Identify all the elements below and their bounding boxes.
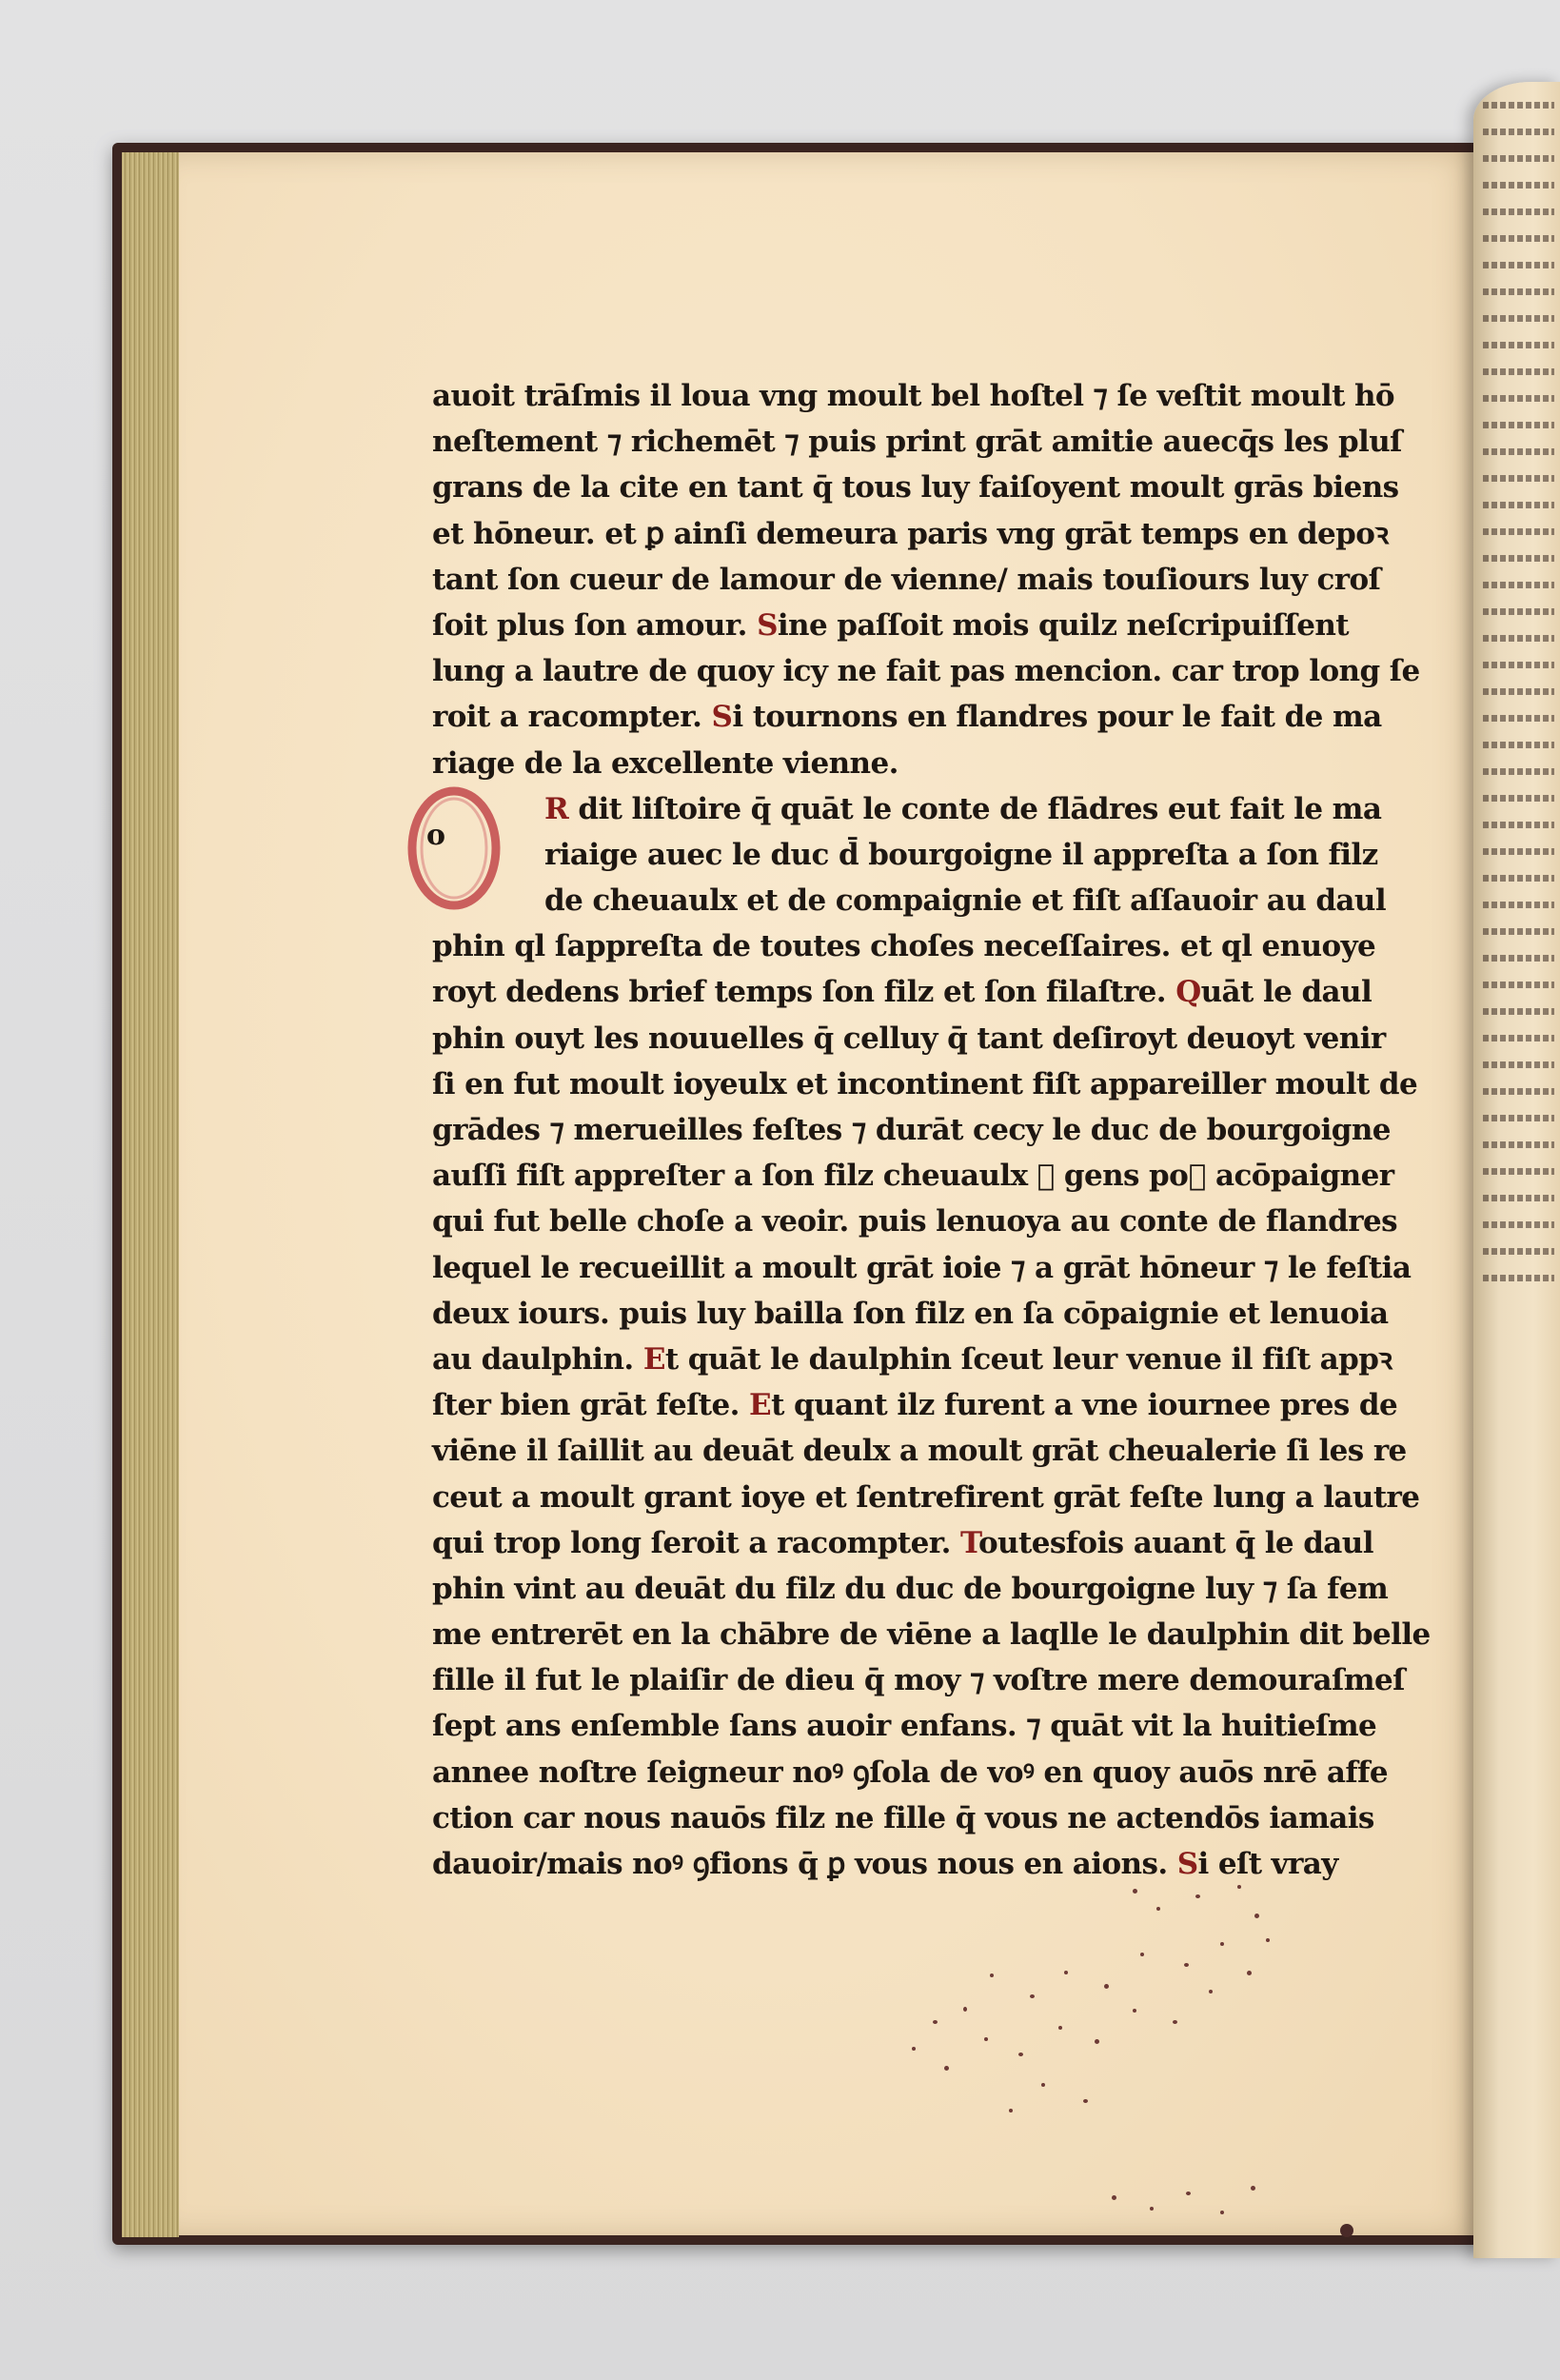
- speck: [1254, 1914, 1259, 1918]
- text-line: au daulphin. Et quāt le daulphin ſceut leur venue il fiſt appꝛ: [432, 1341, 1392, 1377]
- speck: [1251, 2186, 1255, 2191]
- recto-text-line: [1483, 928, 1554, 935]
- recto-text-line: [1483, 1248, 1554, 1255]
- recto-text-line: [1483, 102, 1554, 109]
- speck: [1041, 2083, 1045, 2087]
- text-line: neſtement ⁊ richemēt ⁊ puis print grāt amitie auecq̄s les pluſ: [432, 425, 1402, 460]
- recto-text-line: [1483, 1061, 1554, 1068]
- speck: [944, 2066, 949, 2071]
- text-line: riage de la excellente vienne.: [432, 745, 898, 781]
- recto-text-line: [1483, 1035, 1554, 1041]
- speck: [1195, 1894, 1200, 1898]
- speck: [1340, 2224, 1353, 2237]
- speck: [990, 1973, 994, 1977]
- speck: [1237, 1885, 1241, 1889]
- text-line: me entrerēt en la chābre de viēne a laqlle le daulphin dit belle: [432, 1617, 1431, 1653]
- rubric-capital: S: [757, 607, 778, 643]
- recto-page-edge: [1473, 82, 1560, 2258]
- speck: [1018, 2053, 1023, 2056]
- recto-text-line: [1483, 1168, 1554, 1175]
- recto-text-line: [1483, 742, 1554, 748]
- recto-text-line: [1483, 155, 1554, 162]
- text-line: ceut a moult grant ioye et ſentrefirent grāt feſte lung a lautre: [432, 1479, 1420, 1515]
- speck: [912, 2047, 916, 2051]
- speck: [1220, 1942, 1224, 1946]
- text-line: deux iours. puis luy bailla ſon filz en ſa cōpaignie et lenuoia: [432, 1296, 1389, 1331]
- recto-text-line: [1483, 235, 1554, 242]
- recto-text-line: [1483, 208, 1554, 215]
- recto-text-line: [1483, 528, 1554, 535]
- text-line: qui fut belle choſe a veoir. puis lenuoya au conte de flandres: [432, 1204, 1397, 1240]
- rubric-capital: S: [1176, 1847, 1198, 1881]
- speck: [1112, 2195, 1116, 2200]
- text-line: riaige auec le duc d̄ bourgoigne il appreſta a ſon filz: [544, 837, 1378, 872]
- recto-text-line: [1483, 822, 1554, 828]
- recto-text-line: [1483, 315, 1554, 322]
- text-line: de cheuaulx et de compaignie et fiſt aſſauoir au daul: [544, 883, 1387, 919]
- recto-text-line: [1483, 635, 1554, 642]
- recto-text-line: [1483, 368, 1554, 375]
- speck: [1209, 1990, 1213, 1993]
- text-line: auſſi fiſt appreſter a ſon filz cheuaulx ⁊ gens poᷓ acōpaigner: [432, 1159, 1394, 1194]
- recto-text-line: [1483, 342, 1554, 348]
- speck: [1030, 1994, 1035, 1998]
- recto-text-line: [1483, 608, 1554, 615]
- text-line: et hōneur. et ꝑ ainſi demeura paris vng grāt temps en depoꝛ: [432, 516, 1389, 551]
- text-line: ction car nous nauōs filz ne fille q̄ vous ne actendōs iamais: [432, 1800, 1374, 1835]
- recto-text-line: [1483, 475, 1554, 482]
- recto-text-line: [1483, 1275, 1554, 1281]
- text-line: dauoir/mais noꝰ ꝯfions q̄ ꝑ vous nous en aions. Si eſt vray: [432, 1847, 1338, 1881]
- rubric-capital: S: [711, 700, 733, 735]
- rubric-capital: Q: [1175, 975, 1201, 1010]
- recto-text-line: [1483, 288, 1554, 295]
- text-line: tant ſon cueur de lamour de vienne/ mais touſiours luy croſ: [432, 562, 1381, 597]
- text-line: roit a racompter. Si tournons en flandres pour le fait de ma: [432, 700, 1382, 735]
- text-line: ſept ans enſemble ſans auoir enfans. ⁊ quāt vit la huitieſme: [432, 1709, 1377, 1744]
- text-line: lung a lautre de quoy icy ne fait pas mencion. car trop long ſe: [432, 654, 1420, 689]
- recto-text-line: [1483, 422, 1554, 428]
- speck: [1064, 1971, 1068, 1974]
- text-line: annee noſtre ſeigneur noꝰ ꝯſola de voꝰ en quoy auōs nrē affe: [432, 1755, 1388, 1790]
- speck: [1083, 2099, 1088, 2103]
- speck: [1095, 2039, 1099, 2044]
- speck: [1133, 2009, 1136, 2013]
- recto-text-line: [1483, 182, 1554, 188]
- rubric-capital: T: [960, 1525, 978, 1560]
- recto-text-line: [1483, 662, 1554, 668]
- recto-text-line: [1483, 768, 1554, 775]
- initial-o-text: O: [453, 857, 455, 858]
- text-line: ſoit plus ſon amour. Sine paſſoit mois quilz neſcripuiſſent: [432, 607, 1349, 643]
- recto-text-line: [1483, 955, 1554, 962]
- recto-text-line: [1483, 982, 1554, 988]
- speck: [1058, 2026, 1062, 2030]
- text-line: ſter bien grāt feſte. Et quant ilz furent a vne iournee pres de: [432, 1388, 1398, 1423]
- text-line: ſi en fut moult ioyeulx et incontinent fiſt appareiller moult de: [432, 1066, 1418, 1101]
- text-line: phin vint au deuāt du filz du duc de bourgoigne luy ⁊ ſa fem: [432, 1571, 1389, 1606]
- text-block: [432, 373, 1431, 1887]
- rubric-capital: E: [749, 1388, 772, 1423]
- recto-text-line: [1483, 262, 1554, 268]
- text-line: qui trop long ſeroit a racompter. Toutesfois auant q̄ le daul: [432, 1525, 1373, 1560]
- recto-text-line: [1483, 129, 1554, 135]
- text-line: grādes ⁊ merueilles feſtes ⁊ durāt cecy le duc de bourgoigne: [432, 1113, 1391, 1147]
- speck: [1133, 1889, 1137, 1894]
- text-line: fille il fut le plaiſir de dieu q̄ moy ⁊ voſtre mere demouraſmeſ: [432, 1663, 1405, 1698]
- text-line: grans de la cite en tant q̄ tous luy faiſoyent moult grās biens: [432, 470, 1399, 506]
- recto-text-line: [1483, 1088, 1554, 1095]
- recto-text-line: [1483, 502, 1554, 508]
- speck: [1104, 1984, 1109, 1989]
- recto-text-line: [1483, 582, 1554, 588]
- recto-text-line: [1483, 1008, 1554, 1015]
- recto-text-line: [1483, 875, 1554, 882]
- recto-text-line: [1483, 1195, 1554, 1201]
- rubric-capital: E: [642, 1341, 665, 1377]
- recto-text-line: [1483, 688, 1554, 695]
- text-line: phin ql ſappreſta de toutes choſes neceſſaires. et ql enuoye: [432, 929, 1376, 964]
- recto-text-line: [1483, 795, 1554, 802]
- speck: [1156, 1907, 1160, 1911]
- text-line: viēne il ſaillit au deuāt deulx a moult grāt cheualerie ſi les re: [432, 1434, 1407, 1469]
- gilt-page-edges: [122, 152, 179, 2237]
- speck: [1266, 1938, 1270, 1942]
- recto-text-line: [1483, 395, 1554, 402]
- text-line: royt dedens brief temps ſon filz et ſon filaſtre. Quāt le daul: [432, 975, 1372, 1010]
- speck: [1173, 2020, 1177, 2024]
- speck: [1150, 2207, 1154, 2211]
- recto-text-line: [1483, 902, 1554, 908]
- speck: [1186, 2192, 1191, 2195]
- speck: [1220, 2211, 1224, 2214]
- speck: [1184, 1963, 1189, 1967]
- recto-text-line: [1483, 448, 1554, 455]
- speck: [1247, 1971, 1252, 1975]
- recto-text-line: [1483, 848, 1554, 855]
- recto-text-line: [1483, 555, 1554, 562]
- recto-text-line: [1483, 715, 1554, 722]
- speck: [933, 2020, 938, 2024]
- text-line: phin ouyt les nouuelles q̄ celluy q̄ tant deſiroyt deuoyt venir: [432, 1021, 1386, 1056]
- text-line: lequel le recueillit a moult grāt ioie ⁊ a grāt hōneur ⁊ le feſtia: [432, 1250, 1412, 1285]
- recto-text-line: [1483, 1221, 1554, 1228]
- text-line: auoit trāſmis il loua vng moult bel hoſtel ⁊ ſe veſtit moult hō: [432, 379, 1395, 413]
- guide-letter: o: [426, 819, 446, 852]
- speck: [984, 2037, 988, 2041]
- rubric-capital: R: [544, 791, 569, 826]
- speck: [1140, 1953, 1144, 1956]
- recto-text-line: [1483, 1115, 1554, 1121]
- speck: [1009, 2109, 1013, 2112]
- text-line: R dit liſtoire q̄ quāt le conte de flādres eut fait le ma: [544, 791, 1382, 826]
- recto-text-line: [1483, 1141, 1554, 1148]
- speck: [963, 2007, 967, 2012]
